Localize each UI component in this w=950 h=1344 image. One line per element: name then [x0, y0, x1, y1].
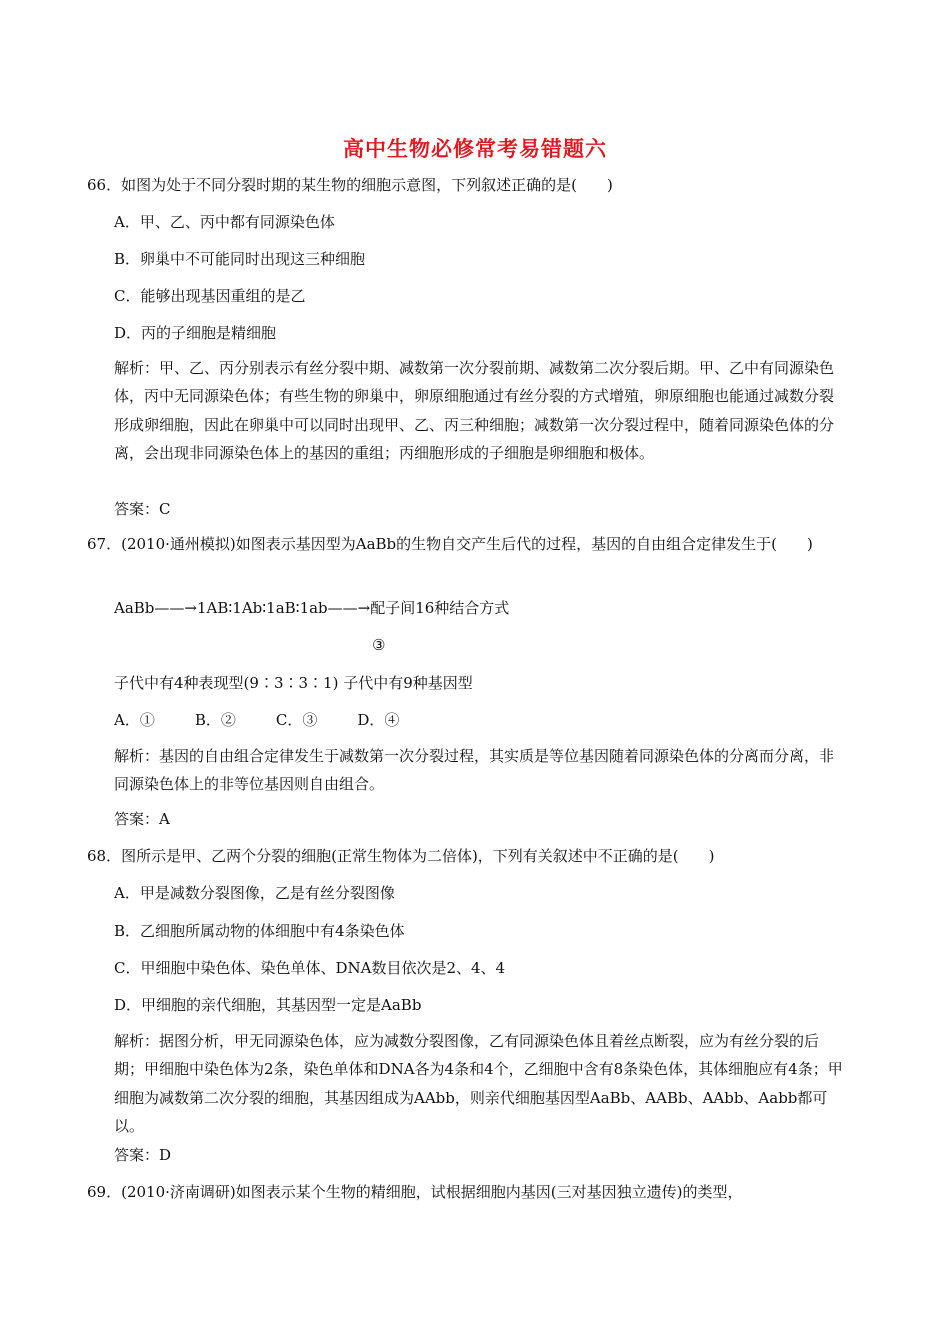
question-67-answer: 答案：A	[114, 810, 170, 828]
question-66-stem: 66．如图为处于不同分裂时期的某生物的细胞示意图，下列叙述正确的是( )	[87, 176, 613, 194]
question-68-stem: 68．图所示是甲、乙两个分裂的细胞(正常生物体为二倍体)，下列有关叙述中不正确的是( )	[87, 847, 715, 865]
question-67-option-a: A．①	[114, 711, 155, 729]
question-66-answer: 答案：C	[114, 500, 171, 518]
question-68-analysis: 解析：据图分析，甲无同源染色体，应为减数分裂图像，乙有同源染色体且着丝点断裂，应为有丝分裂的后期；甲细胞中染色体为2条，染色单体和DNA各为4条和4个，乙细胞中含有8条染色体，其体细胞应有4条；甲细胞为减数第二次分裂的细胞，其基因组成为AAbb，则亲代细胞基因型AaBb、AABb、AAbb、Aabb都可以。	[114, 1032, 843, 1135]
question-67-flow: AaBb——→1AB∶1Ab∶1aB∶1ab——→配子间16种结合方式	[114, 599, 510, 617]
question-67-option-c: C．③	[275, 711, 318, 729]
question-66-option-c: C．能够出现基因重组的是乙	[114, 287, 306, 305]
question-68-option-a: A．甲是减数分裂图像，乙是有丝分裂图像	[114, 884, 395, 902]
question-66-option-d: D．丙的子细胞是精细胞	[114, 324, 277, 342]
question-66-option-a: A．甲、乙、丙中都有同源染色体	[114, 213, 335, 231]
page-title: 高中生物必修常考易错题六	[343, 137, 607, 161]
question-67-option-b: B．②	[194, 711, 236, 729]
question-67-options	[114, 711, 439, 729]
question-67-option-d: D．④	[357, 711, 400, 729]
question-69-stem: 69．(2010·济南调研)如图表示某个生物的精细胞，试根据细胞内基因(三对基因独立遗传)的类型，	[87, 1183, 743, 1201]
question-67-stem: 67．(2010·通州模拟)如图表示基因型为AaBb的生物自交产生后代的过程，基因的自由组合定律发生于( )	[87, 535, 813, 553]
question-68-option-b: B．乙细胞所属动物的体细胞中有4条染色体	[114, 922, 405, 940]
question-68-answer: 答案：D	[114, 1146, 172, 1164]
question-68-option-c: C．甲细胞中染色体、染色单体、DNA数目依次是2、4、4	[114, 959, 506, 977]
question-66-option-b: B．卵巢中不可能同时出现这三种细胞	[114, 250, 366, 268]
question-67-marker: ③	[372, 636, 386, 654]
question-67-analysis: 解析：基因的自由组合定律发生于减数第一次分裂过程，其实质是等位基因随着同源染色体的分离而分离，非同源染色体上的非等位基因则自由组合。	[114, 747, 835, 794]
question-67-result: 子代中有4种表现型(9∶3∶3∶1) 子代中有9种基因型	[114, 674, 473, 692]
question-66-analysis: 解析：甲、乙、丙分别表示有丝分裂中期、减数第一次分裂前期、减数第二次分裂后期。甲、乙中有同源染色体，丙中无同源染色体；有些生物的卵巢中，卵原细胞通过有丝分裂的方式增殖，卵原细胞也能通过减数分裂形成卵细胞，因此在卵巢中可以同时出现甲、乙、丙三种细胞；减数第一次分裂过程中，随着同源染色体的分离，会出现非同源染色体上的基因的重组；丙细胞形成的子细胞是卵细胞和极体。	[114, 359, 835, 462]
question-68-option-d: D．甲细胞的亲代细胞，其基因型一定是AaBb	[114, 996, 422, 1014]
